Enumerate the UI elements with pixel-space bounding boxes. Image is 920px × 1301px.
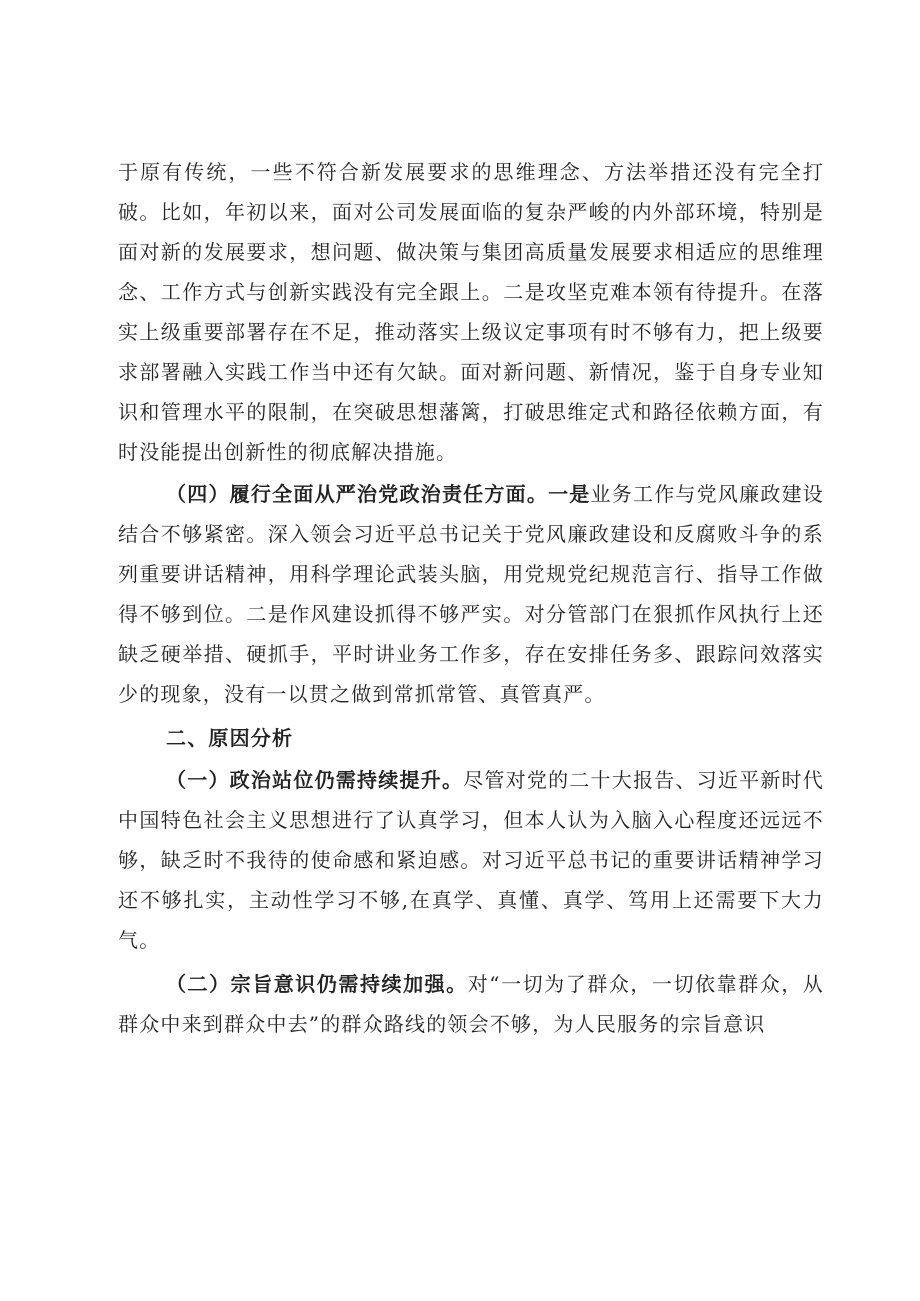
section-two-heading: 二、原因分析 — [166, 726, 294, 750]
paragraph-section-four — [118, 474, 824, 714]
document-page — [118, 152, 824, 1044]
section-four-lead: （四）履行全面从严治党政治责任方面。 — [166, 482, 549, 506]
reason-two-body: 对“一切为了群众，一切依靠群众，从群众中来到群众中去”的群众路线的领会不够，为人民服务的宗旨意识 — [118, 972, 824, 1036]
reason-two-lead: （二）宗旨意识仍需持续加强。 — [166, 972, 468, 996]
reason-one-body: 尽管对党的二十大报告、习近平新时代中国特色社会主义思想进行了认真学习，但本人认为入脑入心程度还远远不够，缺乏时不我待的使命感和紧迫感。对习近平总书记的重要讲话精神学习还不够扎实，主动性学习不够,在真学、真懂、真学、笃用上还需要下大力气。 — [118, 768, 824, 952]
paragraph-reason-two — [118, 964, 824, 1044]
section-four-body: 业务工作与党风廉政建设结合不够紧密。深入领会习近平总书记关于党风廉政建设和反腐败斗争的系列重要讲话精神，用科学理论武装头脑，用党规党纪规范言行、指导工作做得不够到位。二是作风建设抓得不够严实。对分管部门在狠抓作风执行上还缺乏硬举措、硬抓手，平时讲业务工作多，存在安排任务多、跟踪问效落实少的现象，没有一以贯之做到常抓常管、真管真严。 — [118, 482, 824, 706]
paragraph-continuation: 于原有传统，一些不符合新发展要求的思维理念、方法举措还没有完全打破。比如，年初以来，面对公司发展面临的复杂严峻的内外部环境，特别是面对新的发展要求，想问题、做决策与集团高质量发展要求相适应的思维理念、工作方式与创新实践没有完全跟上。二是攻坚克难本领有待提升。在落实上级重要部署存在不足，推动落实上级议定事项有时不够有力，把上级要求部署融入实践工作当中还有欠缺。面对新问题、新情况，鉴于自身专业知识和管理水平的限制，在突破思想藩篱，打破思维定式和路径依赖方面，有时没能提出创新性的彻底解决措施。 — [118, 160, 824, 464]
reason-one-lead: （一）政治站位仍需持续提升。 — [166, 768, 464, 792]
paragraph-reason-one — [118, 760, 824, 960]
section-four-lead-first: 一是 — [548, 482, 591, 506]
